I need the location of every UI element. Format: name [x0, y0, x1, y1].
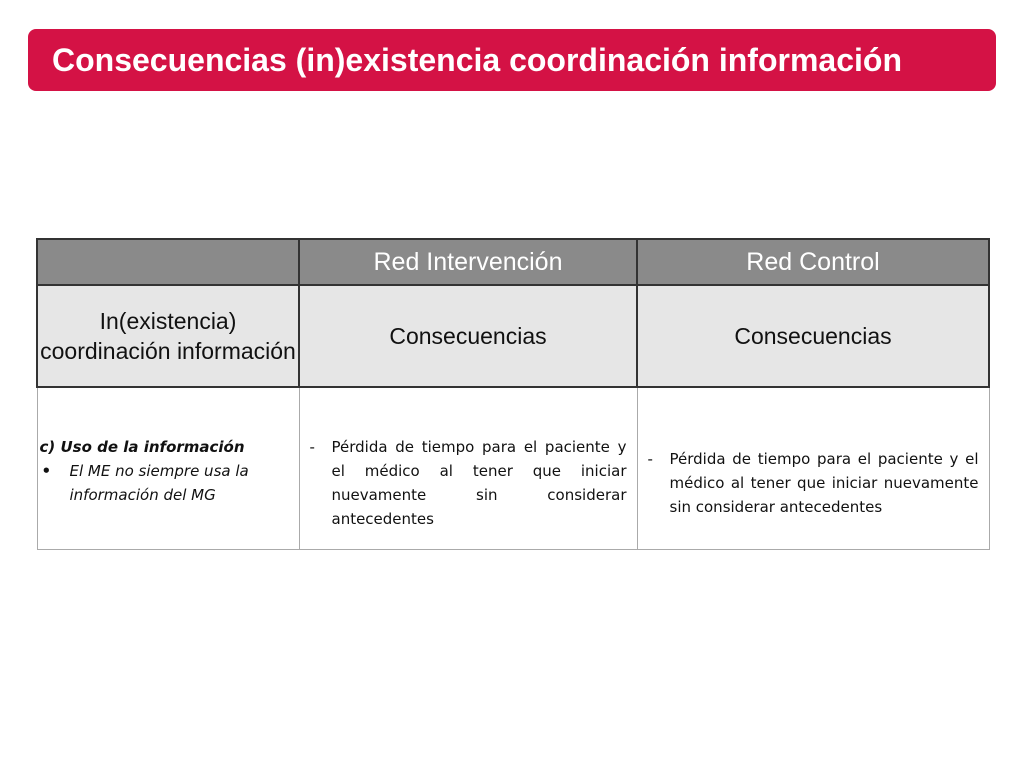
section-heading: c) Uso de la información [39, 438, 245, 457]
subheader-cell-consecuencias-control: Consecuencias [637, 285, 989, 387]
control-consequence-cell [637, 387, 989, 549]
list-item [40, 459, 295, 507]
table-subheader-row [37, 285, 989, 387]
subheader-cell-consecuencias-intervencion: Consecuencias [299, 285, 637, 387]
table-header-row [37, 239, 989, 285]
list-item [310, 435, 627, 531]
consequence-text: Pérdida de tiempo para el paciente y el médico al tener que iniciar nuevamente sin considerar antecedentes [331, 438, 627, 529]
dash-icon: - [647, 450, 653, 469]
dash-icon: - [309, 438, 315, 457]
bullet-text: El ME no siempre usa la información del MG [69, 462, 249, 505]
list-item [648, 447, 979, 519]
header-cell-empty [37, 239, 299, 285]
intervencion-consequence-cell [299, 387, 637, 549]
subheader-cell-coordinacion: In(existencia) coordinación información [37, 285, 299, 387]
bullet-icon: • [41, 462, 52, 481]
title-banner [28, 29, 996, 91]
table-row [37, 387, 989, 549]
comparison-table [36, 238, 990, 550]
consequence-text: Pérdida de tiempo para el paciente y el médico al tener que iniciar nuevamente sin considerar antecedentes [669, 450, 979, 517]
header-cell-red-control: Red Control [637, 239, 989, 285]
row-label-cell [37, 387, 299, 549]
slide-title: Consecuencias (in)existencia coordinación información [52, 41, 902, 78]
header-cell-red-intervencion: Red Intervención [299, 239, 637, 285]
